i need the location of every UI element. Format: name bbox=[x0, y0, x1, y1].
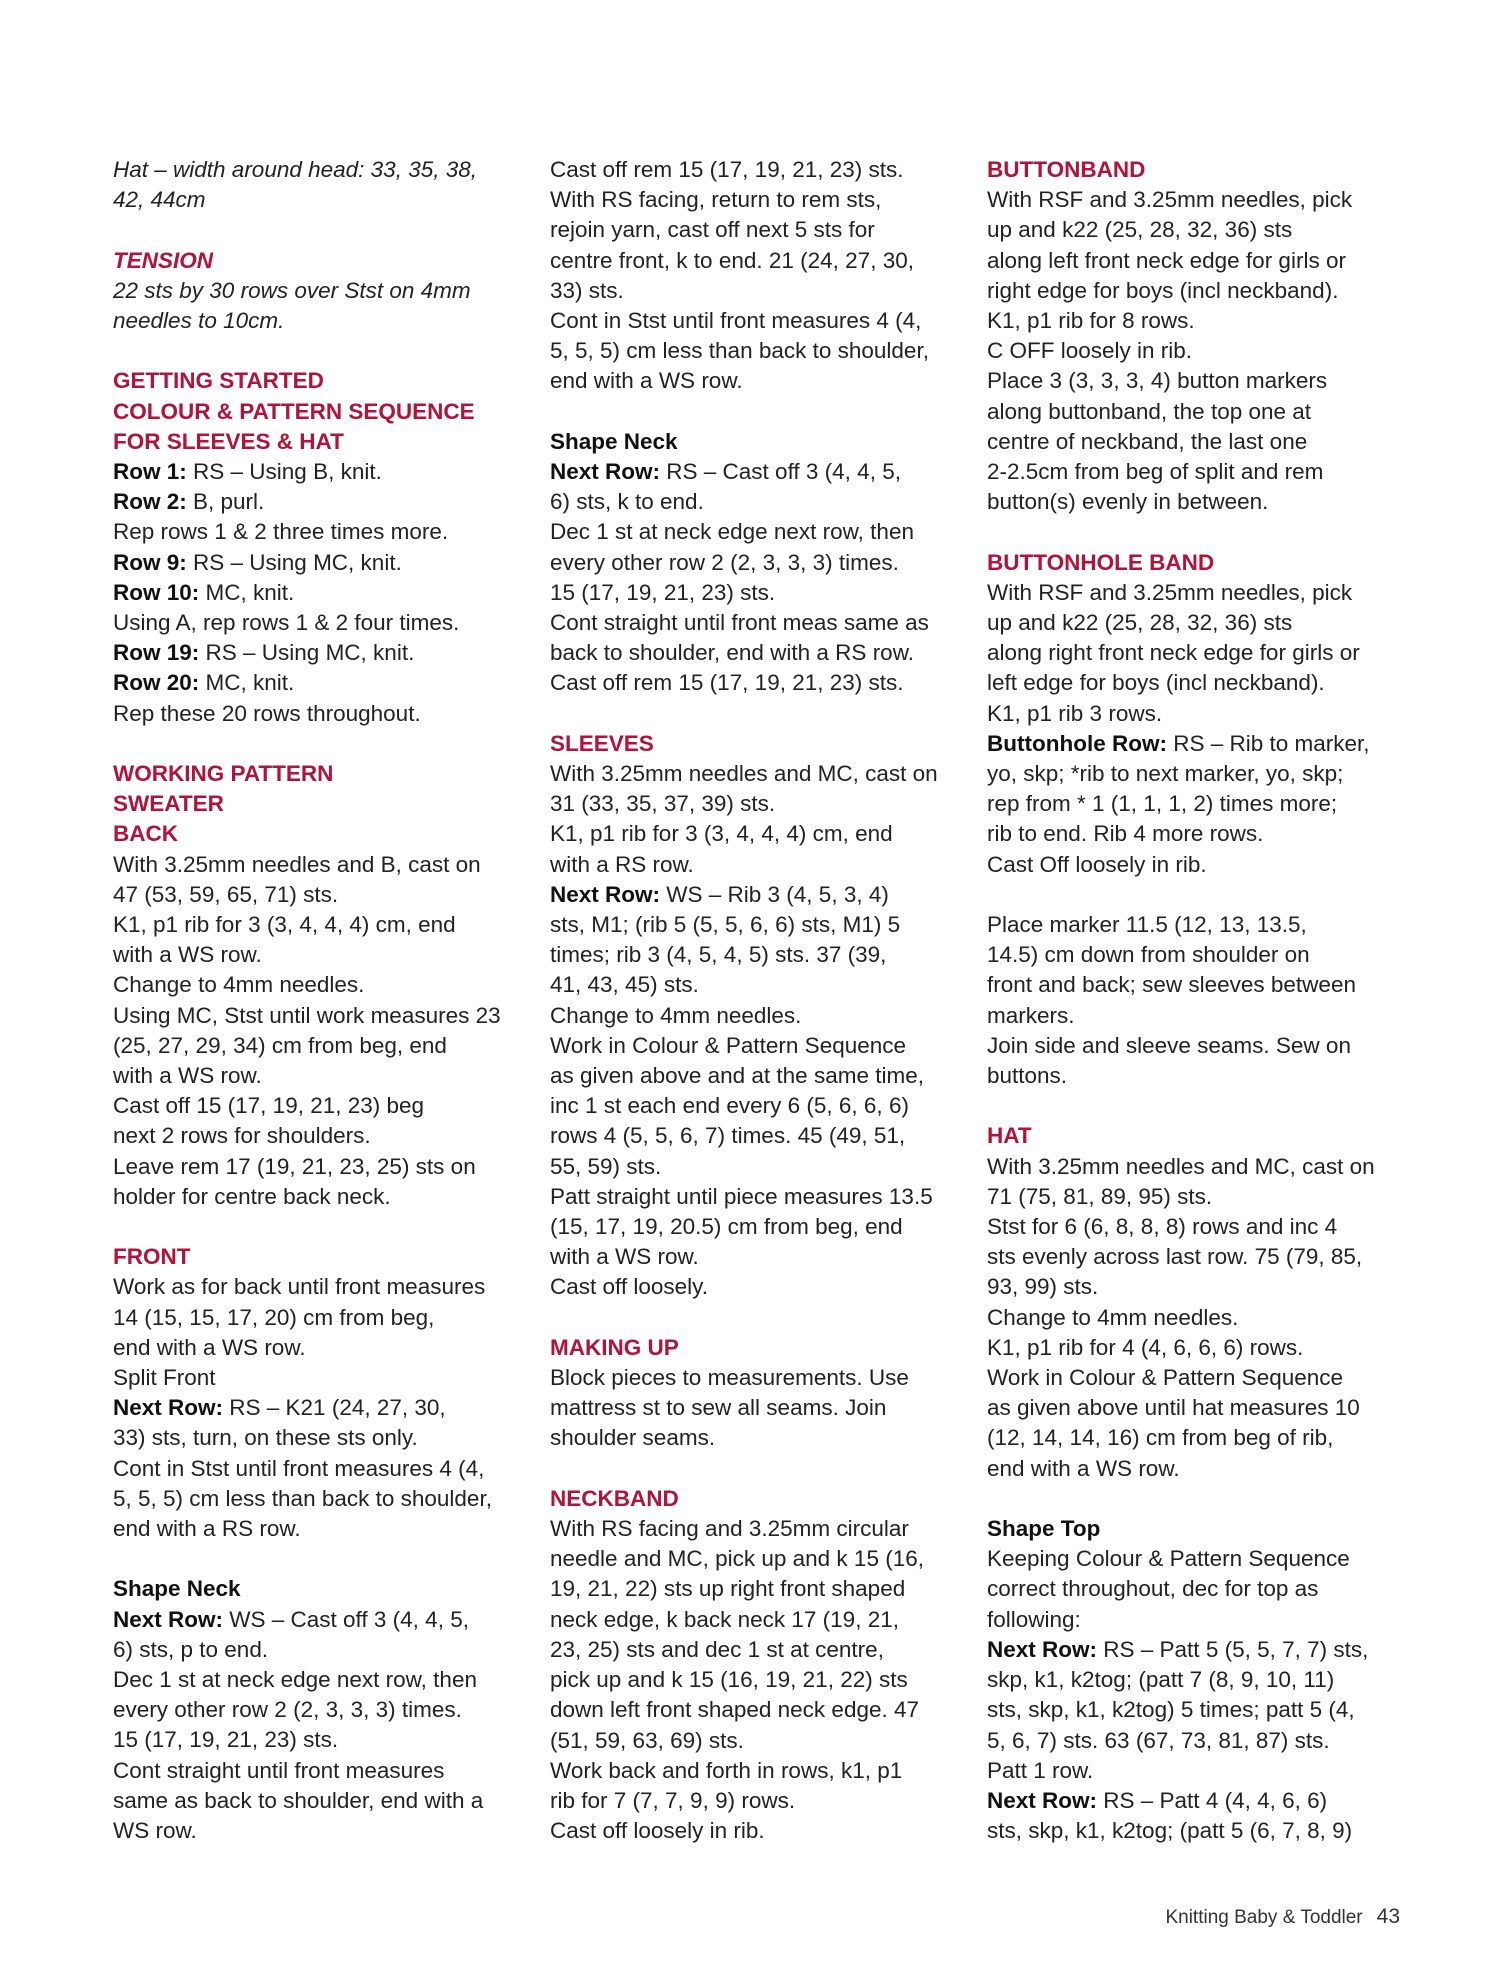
section-heading: SLEEVES bbox=[550, 730, 654, 756]
text-line: Cast off rem 15 (17, 19, 21, 23) sts. bbox=[550, 157, 904, 182]
row-instruction: RS – Cast off 3 (4, 4, 5, bbox=[660, 459, 901, 485]
text-line: left edge for boys (incl neckband). bbox=[987, 670, 1325, 696]
text-line: rejoin yarn, cast off next 5 sts for bbox=[550, 217, 875, 243]
text-line: following: bbox=[987, 1606, 1081, 1632]
page-footer bbox=[1165, 1905, 1400, 1929]
text-line: 47 (53, 59, 65, 71) sts. bbox=[113, 881, 339, 907]
subsection-heading: Shape Neck bbox=[113, 1576, 241, 1602]
text-line: 2-2.5cm from beg of split and rem bbox=[987, 459, 1324, 485]
text-line bbox=[113, 638, 533, 668]
text-line: Using A, rep rows 1 & 2 four times. bbox=[113, 610, 460, 636]
text-block bbox=[113, 1242, 533, 1544]
text-line: 14 (15, 15, 17, 20) cm from beg, bbox=[113, 1304, 435, 1330]
section-heading: BACK bbox=[113, 821, 178, 847]
text-line: 19, 21, 22) sts up right front shaped bbox=[550, 1576, 906, 1602]
section-heading: MAKING UP bbox=[550, 1334, 679, 1360]
text-block bbox=[113, 155, 533, 215]
text-line bbox=[113, 1605, 533, 1635]
row-label: Next Row: bbox=[987, 1787, 1098, 1813]
text-line: correct throughout, dec for top as bbox=[987, 1576, 1319, 1602]
text-line: With RSF and 3.25mm needles, pick bbox=[987, 187, 1353, 213]
text-line: C OFF loosely in rib. bbox=[987, 338, 1193, 364]
page-number: 43 bbox=[1376, 1905, 1400, 1928]
text-line: Split Front bbox=[113, 1365, 216, 1391]
text-line: shoulder seams. bbox=[550, 1425, 716, 1451]
text-line: 15 (17, 19, 21, 23) sts. bbox=[113, 1727, 339, 1753]
italic-text-line: 42, 44cm bbox=[113, 187, 206, 213]
text-line: Join side and sleeve seams. Sew on bbox=[987, 1032, 1351, 1058]
row-label: Row 20: bbox=[113, 670, 200, 696]
column-middle bbox=[550, 155, 970, 1877]
text-line: inc 1 st each end every 6 (5, 6, 6, 6) bbox=[550, 1093, 909, 1119]
text-line: with a WS row. bbox=[113, 942, 262, 968]
text-block bbox=[113, 759, 533, 1212]
text-line: markers. bbox=[987, 1002, 1075, 1028]
text-line bbox=[987, 1786, 1407, 1816]
section-heading: HAT bbox=[987, 1123, 1032, 1149]
text-block bbox=[987, 1514, 1407, 1846]
text-line: along right front neck edge for girls or bbox=[987, 640, 1360, 666]
text-line: times; rib 3 (4, 5, 4, 5) sts. 37 (39, bbox=[550, 942, 887, 968]
text-line: rows 4 (5, 5, 6, 7) times. 45 (49, 51, bbox=[550, 1123, 906, 1149]
text-line: sts, M1; (rib 5 (5, 5, 6, 6) sts, M1) 5 bbox=[550, 912, 901, 938]
text-line bbox=[113, 487, 533, 517]
text-line bbox=[113, 668, 533, 698]
text-line: With 3.25mm needles and MC, cast on bbox=[550, 761, 938, 787]
text-line: K1, p1 rib for 8 rows. bbox=[987, 308, 1195, 334]
text-line: With 3.25mm needles and B, cast on bbox=[113, 851, 481, 877]
row-instruction: RS – K21 (24, 27, 30, bbox=[223, 1395, 446, 1421]
text-line: sts, skp, k1, k2tog; (patt 5 (6, 7, 8, 9) bbox=[987, 1818, 1353, 1844]
text-line bbox=[550, 457, 970, 487]
text-line: buttons. bbox=[987, 1063, 1068, 1089]
italic-text-line: 22 sts by 30 rows over Stst on 4mm bbox=[113, 277, 471, 303]
column-right bbox=[987, 155, 1407, 1877]
text-block bbox=[550, 1484, 970, 1846]
text-line: needle and MC, pick up and k 15 (16, bbox=[550, 1546, 924, 1572]
row-instruction: B, purl. bbox=[186, 489, 265, 515]
row-instruction: MC, knit. bbox=[199, 579, 295, 605]
text-line: K1, p1 rib 3 rows. bbox=[987, 700, 1163, 726]
italic-text-line: needles to 10cm. bbox=[113, 308, 285, 333]
text-line: as given above and at the same time, bbox=[550, 1063, 924, 1089]
text-line: neck edge, k back neck 17 (19, 21, bbox=[550, 1606, 899, 1632]
section-heading: NECKBAND bbox=[550, 1485, 679, 1511]
text-line: 31 (33, 35, 37, 39) sts. bbox=[550, 791, 776, 817]
text-line bbox=[113, 457, 533, 487]
row-instruction: RS – Using MC, knit. bbox=[186, 549, 402, 575]
text-line: with a WS row. bbox=[113, 1063, 262, 1089]
row-instruction: WS – Rib 3 (4, 5, 3, 4) bbox=[660, 881, 889, 907]
text-line: Work in Colour & Pattern Sequence bbox=[987, 1365, 1344, 1391]
text-line: 5, 5, 5) cm less than back to shoulder, bbox=[550, 338, 929, 364]
row-label: Row 1: bbox=[113, 459, 187, 484]
text-line: With RS facing, return to rem sts, bbox=[550, 187, 882, 213]
text-line: same as back to shoulder, end with a bbox=[113, 1787, 484, 1813]
text-line: Dec 1 st at neck edge next row, then bbox=[113, 1667, 477, 1693]
text-line bbox=[113, 548, 533, 578]
section-heading: GETTING STARTED bbox=[113, 368, 324, 394]
section-heading: SWEATER bbox=[113, 791, 224, 817]
row-label: Next Row: bbox=[550, 459, 661, 485]
section-heading: WORKING PATTERN bbox=[113, 761, 334, 787]
text-line: rib to end. Rib 4 more rows. bbox=[987, 821, 1264, 847]
row-label: Next Row: bbox=[113, 1395, 224, 1421]
text-line: every other row 2 (2, 3, 3, 3) times. bbox=[550, 549, 899, 575]
text-line: rep from * 1 (1, 1, 1, 2) times more; bbox=[987, 791, 1338, 817]
text-line: 33) sts. bbox=[550, 277, 624, 303]
text-line: next 2 rows for shoulders. bbox=[113, 1123, 371, 1149]
text-line: front and back; sew sleeves between bbox=[987, 972, 1356, 998]
text-line: along buttonband, the top one at bbox=[987, 398, 1312, 424]
text-line: 33) sts, turn, on these sts only. bbox=[113, 1425, 418, 1451]
text-line: Cont in Stst until front measures 4 (4, bbox=[550, 308, 922, 334]
text-line: 15 (17, 19, 21, 23) sts. bbox=[550, 579, 776, 605]
row-instruction: MC, knit. bbox=[199, 670, 295, 696]
text-line: (51, 59, 63, 69) sts. bbox=[550, 1727, 744, 1753]
text-block bbox=[113, 366, 533, 728]
text-line: Place 3 (3, 3, 3, 4) button markers bbox=[987, 368, 1328, 394]
text-line: 55, 59) sts. bbox=[550, 1153, 662, 1179]
text-line: K1, p1 rib for 3 (3, 4, 4, 4) cm, end bbox=[113, 912, 456, 938]
text-line: 6) sts, k to end. bbox=[550, 489, 704, 515]
text-line: Rep these 20 rows throughout. bbox=[113, 700, 421, 726]
book-title: Knitting Baby & Toddler bbox=[1165, 1907, 1363, 1928]
text-block bbox=[987, 1121, 1407, 1483]
text-line: (15, 17, 19, 20.5) cm from beg, end bbox=[550, 1214, 903, 1240]
text-line: Rep rows 1 & 2 three times more. bbox=[113, 519, 449, 545]
text-line: WS row. bbox=[113, 1818, 197, 1844]
text-line: sts, skp, k1, k2tog) 5 times; patt 5 (4, bbox=[987, 1697, 1355, 1723]
text-line: Using MC, Stst until work measures 23 bbox=[113, 1002, 501, 1028]
text-line: 5, 6, 7) sts. 63 (67, 73, 81, 87) sts. bbox=[987, 1727, 1330, 1753]
text-line: centre front, k to end. 21 (24, 27, 30, bbox=[550, 247, 914, 273]
text-block bbox=[550, 1333, 970, 1454]
subsection-heading: Shape Top bbox=[987, 1516, 1101, 1542]
text-line: Keeping Colour & Pattern Sequence bbox=[987, 1546, 1350, 1572]
text-line: Cast off loosely. bbox=[550, 1274, 708, 1300]
text-line bbox=[113, 578, 533, 608]
text-block bbox=[987, 910, 1407, 1091]
section-heading: BUTTONBAND bbox=[987, 157, 1146, 182]
text-block bbox=[550, 729, 970, 1303]
text-line: sts evenly across last row. 75 (79, 85, bbox=[987, 1244, 1363, 1270]
row-label: Row 9: bbox=[113, 549, 187, 575]
text-line: With RS facing and 3.25mm circular bbox=[550, 1516, 909, 1542]
row-label: Row 2: bbox=[113, 489, 187, 515]
text-line: as given above until hat measures 10 bbox=[987, 1395, 1360, 1421]
text-line: Cast off 15 (17, 19, 21, 23) beg bbox=[113, 1093, 425, 1119]
section-heading: FOR SLEEVES & HAT bbox=[113, 428, 344, 454]
row-instruction: RS – Patt 4 (4, 4, 6, 6) bbox=[1097, 1787, 1328, 1813]
text-line: 23, 25) sts and dec 1 st at centre, bbox=[550, 1636, 884, 1662]
text-line: Place marker 11.5 (12, 13, 13.5, bbox=[987, 912, 1307, 938]
text-line: Leave rem 17 (19, 21, 23, 25) sts on bbox=[113, 1153, 476, 1179]
text-line: end with a WS row. bbox=[550, 368, 743, 394]
text-line: (25, 27, 29, 34) cm from beg, end bbox=[113, 1032, 447, 1058]
text-line: K1, p1 rib for 4 (4, 6, 6, 6) rows. bbox=[987, 1334, 1304, 1360]
text-line: pick up and k 15 (16, 19, 21, 22) sts bbox=[550, 1667, 908, 1693]
text-line: Change to 4mm needles. bbox=[550, 1002, 802, 1028]
text-line: right edge for boys (incl neckband). bbox=[987, 277, 1339, 303]
text-line: Patt straight until piece measures 13.5 bbox=[550, 1183, 933, 1209]
row-label: Row 19: bbox=[113, 640, 200, 666]
text-line: up and k22 (25, 28, 32, 36) sts bbox=[987, 610, 1293, 636]
text-line: back to shoulder, end with a RS row. bbox=[550, 640, 914, 666]
text-line: With RSF and 3.25mm needles, pick bbox=[987, 579, 1353, 605]
text-line bbox=[113, 1393, 533, 1423]
text-line: Work as for back until front measures bbox=[113, 1274, 486, 1300]
text-line: Block pieces to measurements. Use bbox=[550, 1365, 909, 1391]
text-line: 93, 99) sts. bbox=[987, 1274, 1099, 1300]
text-line: mattress st to sew all seams. Join bbox=[550, 1395, 887, 1421]
text-line: end with a RS row. bbox=[113, 1516, 301, 1542]
text-line: along left front neck edge for girls or bbox=[987, 247, 1346, 273]
section-heading: BUTTONHOLE BAND bbox=[987, 549, 1215, 575]
text-line: with a RS row. bbox=[550, 851, 694, 877]
row-instruction: RS – Rib to marker, bbox=[1166, 730, 1370, 756]
text-line: Patt 1 row. bbox=[987, 1757, 1094, 1783]
text-line: up and k22 (25, 28, 32, 36) sts bbox=[987, 217, 1293, 243]
row-instruction: RS – Using MC, knit. bbox=[199, 640, 415, 666]
text-line: with a WS row. bbox=[550, 1244, 699, 1270]
text-line: 6) sts, p to end. bbox=[113, 1636, 269, 1662]
text-line: button(s) evenly in between. bbox=[987, 489, 1269, 515]
text-line bbox=[987, 1635, 1407, 1665]
text-block bbox=[113, 246, 533, 337]
text-block bbox=[987, 548, 1407, 880]
text-line: With 3.25mm needles and MC, cast on bbox=[987, 1153, 1375, 1179]
section-heading: TENSION bbox=[113, 247, 214, 273]
text-line: end with a WS row. bbox=[113, 1334, 306, 1360]
text-line bbox=[550, 880, 970, 910]
text-line: Cast Off loosely in rib. bbox=[987, 851, 1207, 877]
text-line: Cont in Stst until front measures 4 (4, bbox=[113, 1455, 485, 1481]
row-instruction: RS – Using B, knit. bbox=[186, 459, 382, 484]
text-block bbox=[113, 1574, 533, 1846]
text-line: (12, 14, 14, 16) cm from beg of rib, bbox=[987, 1425, 1334, 1451]
text-block bbox=[987, 155, 1407, 517]
row-instruction: WS – Cast off 3 (4, 4, 5, bbox=[223, 1606, 469, 1632]
text-line: Dec 1 st at neck edge next row, then bbox=[550, 519, 914, 545]
text-line: Cast off rem 15 (17, 19, 21, 23) sts. bbox=[550, 670, 904, 696]
text-line: down left front shaped neck edge. 47 bbox=[550, 1697, 920, 1723]
section-heading: FRONT bbox=[113, 1244, 191, 1270]
subsection-heading: Shape Neck bbox=[550, 428, 678, 454]
text-line: 5, 5, 5) cm less than back to shoulder, bbox=[113, 1485, 492, 1511]
text-line: Cont straight until front meas same as bbox=[550, 610, 929, 636]
row-label: Next Row: bbox=[113, 1606, 224, 1632]
text-line: Work back and forth in rows, k1, p1 bbox=[550, 1757, 903, 1783]
row-label: Buttonhole Row: bbox=[987, 730, 1167, 756]
text-line: Cast off loosely in rib. bbox=[550, 1818, 765, 1844]
text-line: Change to 4mm needles. bbox=[113, 972, 365, 998]
row-instruction: RS – Patt 5 (5, 5, 7, 7) sts, bbox=[1097, 1636, 1369, 1662]
section-heading: COLOUR & PATTERN SEQUENCE bbox=[113, 398, 475, 424]
text-line: 41, 43, 45) sts. bbox=[550, 972, 699, 998]
row-label: Next Row: bbox=[987, 1636, 1098, 1662]
text-line: yo, skp; *rib to next marker, yo, skp; bbox=[987, 761, 1344, 787]
text-line: 71 (75, 81, 89, 95) sts. bbox=[987, 1183, 1213, 1209]
text-line: Change to 4mm needles. bbox=[987, 1304, 1239, 1330]
row-label: Next Row: bbox=[550, 881, 661, 907]
text-block bbox=[550, 155, 970, 397]
italic-text-line: Hat – width around head: 33, 35, 38, bbox=[113, 157, 478, 182]
row-label: Row 10: bbox=[113, 579, 200, 605]
text-block bbox=[550, 427, 970, 699]
text-line: 14.5) cm down from shoulder on bbox=[987, 942, 1310, 968]
text-line: Work in Colour & Pattern Sequence bbox=[550, 1032, 907, 1058]
text-line: centre of neckband, the last one bbox=[987, 428, 1308, 454]
text-line: every other row 2 (2, 3, 3, 3) times. bbox=[113, 1697, 462, 1723]
text-line: Cont straight until front measures bbox=[113, 1757, 445, 1783]
text-line: K1, p1 rib for 3 (3, 4, 4, 4) cm, end bbox=[550, 821, 893, 847]
text-line bbox=[987, 729, 1407, 759]
column-left bbox=[113, 155, 533, 1876]
text-line: end with a WS row. bbox=[987, 1455, 1180, 1481]
text-line: holder for centre back neck. bbox=[113, 1183, 391, 1209]
text-line: Stst for 6 (6, 8, 8, 8) rows and inc 4 bbox=[987, 1214, 1338, 1240]
text-line: skp, k1, k2tog; (patt 7 (8, 9, 10, 11) bbox=[987, 1667, 1335, 1693]
text-line: rib for 7 (7, 7, 9, 9) rows. bbox=[550, 1787, 796, 1813]
